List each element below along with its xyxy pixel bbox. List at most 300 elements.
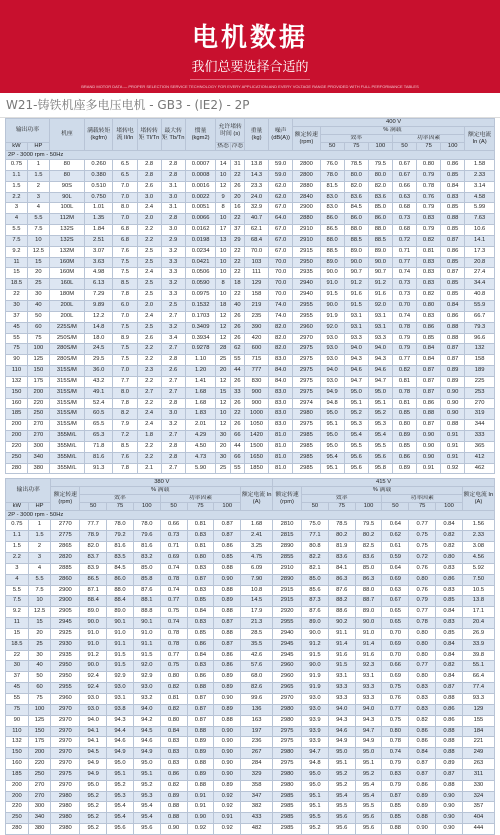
- table-cell: 0.70: [382, 628, 409, 639]
- table-cell: 2955: [293, 311, 320, 322]
- table-cell: 0.79: [417, 170, 441, 181]
- table-cell: 3.63: [84, 257, 113, 268]
- table-cell: 94.3: [368, 355, 392, 366]
- table-cell: 84.5: [344, 203, 368, 214]
- header-eff380-50: 50: [80, 503, 107, 511]
- table-cell: 0.77: [382, 704, 409, 715]
- table-cell: 132: [6, 376, 28, 387]
- table-cell: 7.9: [113, 420, 137, 431]
- table-cell: 220: [6, 441, 28, 452]
- table-cell: 40: [27, 300, 49, 311]
- table-cell: 40.8: [465, 290, 495, 301]
- table-cell: 0.81: [392, 376, 416, 387]
- table-cell: 0.85: [187, 596, 214, 607]
- table-cell: 1.84: [84, 225, 113, 236]
- table-cell: 0.69: [382, 574, 409, 585]
- table-cell: 91.4: [355, 639, 382, 650]
- table-cell: 0.87: [417, 420, 441, 431]
- table-cell: 365: [465, 441, 495, 452]
- header-pf415-75: 75: [409, 503, 436, 511]
- table-row: [6, 322, 495, 333]
- table-cell: 23.3: [244, 181, 268, 192]
- table-row: [6, 737, 495, 748]
- table-cell: 0.84: [436, 672, 463, 683]
- table-cell: 12: [216, 420, 230, 431]
- table-cell: 55: [230, 355, 244, 366]
- table-cell: 24.0: [244, 192, 268, 203]
- table-cell: 91.2: [344, 279, 368, 290]
- table-cell: 88.0: [344, 225, 368, 236]
- table-cell: 37: [230, 225, 244, 236]
- table-cell: 95.4: [368, 431, 392, 442]
- table-cell: 0.86: [160, 769, 187, 780]
- table-cell: 315S/M: [49, 420, 84, 431]
- table-cell: 86.0: [320, 214, 344, 225]
- table-cell: 28.5: [241, 628, 273, 639]
- table-cell: 7.0: [113, 311, 137, 322]
- table-cell: 91.9: [302, 683, 329, 694]
- table-cell: 10: [216, 246, 230, 257]
- table-cell: 67.0: [269, 246, 293, 257]
- header-efficiency: 效率: [320, 135, 392, 143]
- table-cell: 3: [6, 563, 29, 574]
- table-cell: 0.83: [382, 769, 409, 780]
- table-cell: 95.0: [107, 759, 134, 770]
- table-cell: 7.29: [84, 290, 113, 301]
- table-cell: 0.75: [409, 542, 436, 553]
- table-cell: 3.1: [161, 181, 185, 192]
- table-cell: 2900: [51, 596, 80, 607]
- table-cell: 0.88: [214, 607, 241, 618]
- table-cell: 0.80: [409, 650, 436, 661]
- table-cell: 111: [244, 268, 268, 279]
- table-cell: 2975: [273, 737, 302, 748]
- table-cell: 2970: [51, 737, 80, 748]
- table-cell: 0.85: [214, 553, 241, 564]
- table-cell: 2.8: [161, 355, 185, 366]
- table-cell: 91.0: [133, 628, 160, 639]
- table-cell: 2.8: [161, 441, 185, 452]
- table-cell: 315S/M: [49, 376, 84, 387]
- table-cell: 8.9: [113, 333, 137, 344]
- table-cell: 91.9: [320, 311, 344, 322]
- table-cell: 0.72: [392, 235, 416, 246]
- header-eff415-75: 75: [328, 503, 355, 511]
- table-row: [6, 759, 495, 770]
- table-cell: 89.0: [80, 607, 107, 618]
- table-cell: 90.0: [355, 618, 382, 629]
- table-cell: 2885: [51, 563, 80, 574]
- table-cell: 94.5: [80, 748, 107, 759]
- table-cell: 82.5: [355, 542, 382, 553]
- table-cell: 83.0: [269, 355, 293, 366]
- table-cell: 93.0: [302, 704, 329, 715]
- table-cell: 60.5: [84, 409, 113, 420]
- table-cell: 52.4: [84, 398, 113, 409]
- table-cell: 0.71: [392, 246, 416, 257]
- table-cell: 2980: [273, 780, 302, 791]
- table-cell: 95.1: [302, 802, 329, 813]
- table-cell: 2855: [273, 553, 302, 564]
- table-cell: 94.6: [328, 726, 355, 737]
- table-cell: 0.86: [436, 715, 463, 726]
- table-cell: 30: [27, 290, 49, 301]
- table-cell: 7.7: [113, 376, 137, 387]
- table-cell: 2.5: [137, 279, 161, 290]
- table-cell: 2.7: [161, 344, 185, 355]
- table-cell: 95.0: [344, 387, 368, 398]
- table-cell: 2860: [51, 574, 80, 585]
- table-cell: 0.78: [160, 574, 187, 585]
- table-cell: 355M/L: [49, 452, 84, 463]
- table-cell: 0.79: [382, 759, 409, 770]
- table-cell: 95.4: [328, 791, 355, 802]
- table-cell: 10.5: [462, 585, 494, 596]
- table-cell: 93.9: [302, 726, 329, 737]
- table-cell: 0.84: [187, 650, 214, 661]
- table-cell: 94.3: [355, 715, 382, 726]
- table-cell: 32.9: [244, 203, 268, 214]
- table-cell: 0.77: [160, 650, 187, 661]
- table-cell: 280: [6, 463, 28, 474]
- table-cell: 88.0: [355, 585, 382, 596]
- table-cell: 390: [244, 322, 268, 333]
- table-cell: 315S/M: [49, 387, 84, 398]
- table-cell: 0.86: [187, 672, 214, 683]
- table-cell: 95.5: [328, 802, 355, 813]
- table-cell: 90.7: [344, 268, 368, 279]
- table-cell: 0.74: [160, 585, 187, 596]
- table-cell: 29.5: [84, 355, 113, 366]
- table-cell: 319: [465, 409, 495, 420]
- table-cell: 0.90: [214, 574, 241, 585]
- table-cell: 0.88: [436, 737, 463, 748]
- table-cell: 0.87: [187, 715, 214, 726]
- table-cell: 95.0: [320, 409, 344, 420]
- table-cell: 0.80: [382, 726, 409, 737]
- table-cell: 0.90: [441, 398, 465, 409]
- table-row: [6, 585, 495, 596]
- table-row: [6, 344, 495, 355]
- table-cell: 0.82: [436, 531, 463, 542]
- table-cell: 94.7: [302, 748, 329, 759]
- table-cell: 0.86: [214, 542, 241, 553]
- table-cell: 0.91: [417, 463, 441, 474]
- table-cell: 91.1: [107, 639, 134, 650]
- table-cell: 1.41: [185, 376, 216, 387]
- table-cell: 2.8: [161, 160, 185, 171]
- table-cell: 21.3: [241, 618, 273, 629]
- table-cell: 0.87: [214, 618, 241, 629]
- table-cell: 91.4: [328, 639, 355, 650]
- table-cell: 0.87: [417, 376, 441, 387]
- table-cell: 90.0: [344, 257, 368, 268]
- table-row: [6, 225, 495, 236]
- table-cell: 85.0: [355, 563, 382, 574]
- table-cell: 163: [241, 715, 273, 726]
- table-cell: 16: [230, 203, 244, 214]
- table-cell: 0.3409: [185, 322, 216, 333]
- table-cell: 3.0: [161, 192, 185, 203]
- table-cell: 0.62: [382, 531, 409, 542]
- table-cell: 0.80: [409, 672, 436, 683]
- table-cell: 94.0: [133, 704, 160, 715]
- table-cell: 93.3: [328, 693, 355, 704]
- table-cell: 79.6: [133, 531, 160, 542]
- table-cell: 83.9: [80, 563, 107, 574]
- table-cell: 12: [216, 376, 230, 387]
- table-cell: 95.4: [133, 802, 160, 813]
- table-cell: 1.68: [185, 387, 216, 398]
- table-cell: 0.83: [160, 759, 187, 770]
- table-cell: 90.0: [320, 268, 344, 279]
- table-cell: 18: [230, 279, 244, 290]
- table-cell: 0.66: [160, 520, 187, 531]
- table-cell: 0.70: [382, 650, 409, 661]
- table-cell: 5.5: [27, 214, 49, 225]
- table-cell: 5.92: [462, 563, 494, 574]
- table-cell: 2985: [293, 463, 320, 474]
- table-cell: 89.0: [320, 257, 344, 268]
- table-cell: 0.88: [187, 780, 214, 791]
- table-cell: 66: [230, 452, 244, 463]
- table-cell: 1.35: [84, 214, 113, 225]
- table-cell: 94.4: [107, 726, 134, 737]
- table-cell: 94.3: [344, 355, 368, 366]
- table-row: [6, 639, 495, 650]
- table-cell: 95.4: [107, 813, 134, 824]
- table-cell: 7.0: [113, 214, 137, 225]
- table-cell: 355M/L: [49, 441, 84, 452]
- table-cell: 0.91: [441, 441, 465, 452]
- table-cell: 60: [27, 322, 49, 333]
- table-cell: 94.0: [328, 704, 355, 715]
- table-cell: 22: [6, 650, 29, 661]
- table-cell: 80.2: [328, 531, 355, 542]
- table-row: [6, 542, 495, 553]
- table-cell: 1.8: [137, 431, 161, 442]
- table-cell: 2.8: [137, 170, 161, 181]
- table-cell: 91.0: [107, 628, 134, 639]
- header-banner: [0, 0, 500, 93]
- table-cell: 30: [216, 452, 230, 463]
- table-cell: 30: [6, 661, 29, 672]
- header-current-380: 额定电流 In (A): [241, 487, 273, 511]
- table-cell: 3: [6, 203, 28, 214]
- table-cell: 2.6: [137, 181, 161, 192]
- table-cell: 17.9: [241, 607, 273, 618]
- header-pf415-50: 50: [382, 503, 409, 511]
- table-cell: 66.7: [465, 311, 495, 322]
- table-cell: 0.88: [441, 322, 465, 333]
- table-row: [6, 802, 495, 813]
- table-cell: 95.0: [133, 759, 160, 770]
- table-cell: 103: [244, 257, 268, 268]
- table-cell: 249: [462, 748, 494, 759]
- table-cell: 404: [462, 813, 494, 824]
- table-cell: 2.4: [137, 311, 161, 322]
- table-cell: 5.5: [6, 225, 28, 236]
- table-cell: 91.5: [344, 300, 368, 311]
- table-cell: 95.6: [344, 463, 368, 474]
- table-cell: 12: [216, 398, 230, 409]
- table-cell: 3.2: [161, 322, 185, 333]
- table-cell: 2.33: [462, 531, 494, 542]
- table-cell: 59.0: [269, 170, 293, 181]
- table-cell: 0.86: [409, 726, 436, 737]
- table-cell: 78.0: [133, 520, 160, 531]
- table-cell: 2: [28, 542, 51, 553]
- table-cell: 6.8: [113, 235, 137, 246]
- table-cell: 7.5: [28, 585, 51, 596]
- table-cell: 84.1: [328, 563, 355, 574]
- header-speed-380: 额定转速 (rpm): [51, 487, 80, 511]
- table-cell: 70.0: [269, 268, 293, 279]
- table-cell: 4.29: [185, 431, 216, 442]
- table-row: [6, 715, 495, 726]
- table-cell: 0.260: [84, 160, 113, 171]
- header-hot: 热态: [217, 143, 229, 149]
- header-voltage: 400 V: [293, 119, 495, 127]
- table-cell: 0.73: [160, 531, 187, 542]
- table-cell: 65.5: [84, 420, 113, 431]
- table-cell: 0.88: [436, 726, 463, 737]
- header-eff-75: 75: [344, 143, 368, 151]
- table-cell: 2955: [293, 300, 320, 311]
- table-cell: 2980: [273, 769, 302, 780]
- table-cell: 88.2: [328, 596, 355, 607]
- header-eff380-75: 75: [107, 503, 134, 511]
- table-cell: 45: [6, 683, 29, 694]
- table-cell: 220: [28, 759, 51, 770]
- table-cell: 3.3: [161, 268, 185, 279]
- header-voltage-380: 380 V: [51, 479, 273, 487]
- table-cell: 0.83: [436, 585, 463, 596]
- table-cell: 0.90: [409, 824, 436, 835]
- table-row: [6, 824, 495, 835]
- table-cell: 219: [244, 300, 268, 311]
- table-cell: 0.88: [214, 563, 241, 574]
- table-cell: 0.68: [392, 225, 416, 236]
- table-cell: 91.6: [368, 290, 392, 301]
- table-cell: 88.5: [344, 235, 368, 246]
- table-cell: 81.0: [269, 463, 293, 474]
- header-hp: HP: [27, 143, 49, 151]
- table-cell: 17.3: [465, 246, 495, 257]
- table-cell: 89.0: [107, 607, 134, 618]
- table-cell: 80.0: [368, 170, 392, 181]
- table-cell: 200: [6, 791, 29, 802]
- table-cell: 88.6: [328, 607, 355, 618]
- table-cell: 67.0: [269, 225, 293, 236]
- table-cell: 3.0: [161, 409, 185, 420]
- table-cell: 74.0: [269, 300, 293, 311]
- table-cell: 0.83: [409, 683, 436, 694]
- table-row: [6, 791, 495, 802]
- table-cell: 0.90: [214, 769, 241, 780]
- table-cell: 0.83: [436, 618, 463, 629]
- table-cell: 270: [465, 398, 495, 409]
- table-cell: 200L: [49, 300, 84, 311]
- table-cell: 0.63: [392, 192, 416, 203]
- table-cell: 0.88: [160, 813, 187, 824]
- table-cell: 34.4: [465, 279, 495, 290]
- table-cell: 220: [6, 802, 29, 813]
- table-cell: 0.86: [409, 780, 436, 791]
- table-cell: 280: [6, 824, 29, 835]
- table-cell: 2910: [293, 225, 320, 236]
- table-row: [6, 192, 495, 203]
- table-cell: 0.77: [409, 520, 436, 531]
- table-cell: 12.5: [28, 607, 51, 618]
- table-cell: 0.72: [409, 553, 436, 564]
- table-cell: 22: [230, 257, 244, 268]
- table-cell: 20: [28, 628, 51, 639]
- table-cell: 382: [241, 802, 273, 813]
- table-row: [6, 181, 495, 192]
- table-cell: 0.89: [436, 759, 463, 770]
- table-cell: 93.0: [133, 683, 160, 694]
- table-cell: 33: [230, 387, 244, 398]
- table-cell: 2.9: [161, 235, 185, 246]
- table-cell: 62: [230, 344, 244, 355]
- table-cell: 0.68: [392, 203, 416, 214]
- table-cell: 2970: [273, 693, 302, 704]
- table-cell: 40: [28, 661, 51, 672]
- table-cell: 20.4: [462, 618, 494, 629]
- table-cell: 150: [27, 366, 49, 377]
- table-cell: 93.1: [355, 672, 382, 683]
- table-cell: 2975: [293, 420, 320, 431]
- table-cell: 280S/M: [49, 355, 84, 366]
- table-cell: 95.5: [368, 441, 392, 452]
- table-cell: 94.9: [107, 748, 134, 759]
- table-cell: 93.3: [355, 693, 382, 704]
- table-cell: 2975: [273, 759, 302, 770]
- table-cell: 0.79: [392, 333, 416, 344]
- table-cell: 5.90: [185, 463, 216, 474]
- table-cell: 2980: [273, 715, 302, 726]
- table-cell: 95.0: [355, 748, 382, 759]
- table-cell: 89.0: [344, 246, 368, 257]
- table-cell: 71.8: [84, 441, 113, 452]
- table-cell: 93.3: [462, 693, 494, 704]
- table-cell: 0.90: [417, 441, 441, 452]
- table-cell: 2970: [51, 715, 80, 726]
- table-cell: 79.5: [368, 160, 392, 171]
- table-cell: 70.0: [269, 257, 293, 268]
- table-cell: 83.0: [320, 192, 344, 203]
- table-cell: 7.5: [113, 268, 137, 279]
- table-cell: 2974: [293, 398, 320, 409]
- table-cell: 91.9: [302, 672, 329, 683]
- table-cell: 78.0: [107, 520, 134, 531]
- table-cell: 11: [6, 618, 29, 629]
- table-cell: 180M: [49, 290, 84, 301]
- table-cell: 3.25: [241, 542, 273, 553]
- table-cell: 0.87: [187, 574, 214, 585]
- table-cell: 88.7: [355, 596, 382, 607]
- table-cell: 2965: [273, 683, 302, 694]
- table-cell: 2.7: [161, 431, 185, 442]
- table-cell: 94.6: [107, 737, 134, 748]
- table-cell: 253: [465, 387, 495, 398]
- table-cell: 2.2: [6, 192, 28, 203]
- table-cell: 2.2: [137, 398, 161, 409]
- table-cell: 79.2: [107, 531, 134, 542]
- table-cell: 0.77: [409, 661, 436, 672]
- table-cell: 600: [244, 344, 268, 355]
